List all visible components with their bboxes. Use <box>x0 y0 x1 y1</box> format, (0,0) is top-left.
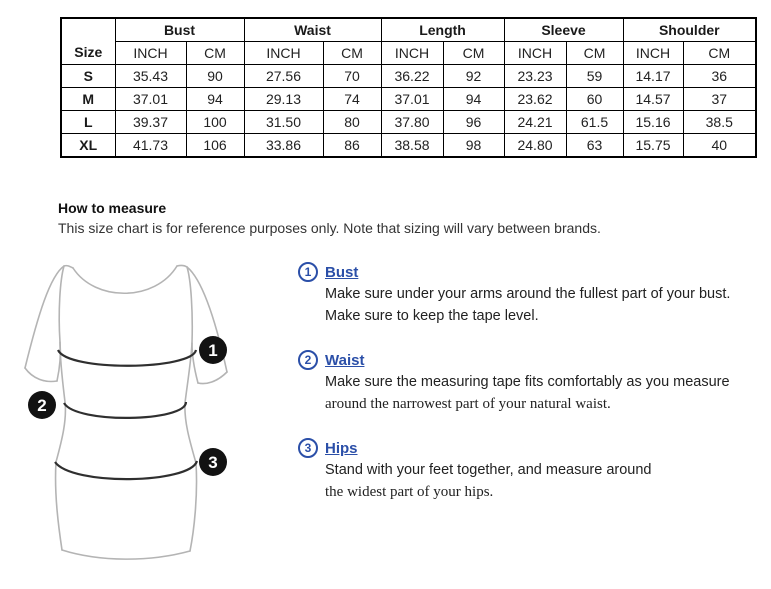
cell-length-inch: 37.01 <box>381 88 443 111</box>
cell-length-cm: 92 <box>443 65 504 88</box>
table-row <box>61 134 756 158</box>
tape-lines <box>55 350 197 479</box>
instruction-line: Make sure the measuring tape fits comfortably as you measure <box>325 374 730 390</box>
cell-length-cm: 94 <box>443 88 504 111</box>
cell-shoulder-inch: 15.16 <box>623 111 683 134</box>
cell-sleeve-inch: 23.23 <box>504 65 566 88</box>
cell-shoulder-cm: 40 <box>683 134 756 158</box>
marker-3-number: 3 <box>208 453 218 472</box>
measure-instructions <box>298 261 758 525</box>
instruction-line: Stand with your feet together, and measure around <box>325 462 652 478</box>
instruction-line: Make sure under your arms around the fullest part of your bust. <box>325 286 731 302</box>
cell-sleeve-inch: 24.21 <box>504 111 566 134</box>
table-unit-header-row <box>61 42 756 65</box>
cell-sleeve-cm: 63 <box>566 134 623 158</box>
marker-1-number: 1 <box>208 341 218 360</box>
section-bust <box>298 261 758 327</box>
cell-length-inch: 38.58 <box>381 134 443 158</box>
dress-outline <box>25 265 227 559</box>
cell-bust-inch: 39.37 <box>115 111 186 134</box>
cell-sleeve-cm: 61.5 <box>566 111 623 134</box>
cell-shoulder-inch: 14.57 <box>623 88 683 111</box>
unit-header-cm: CM <box>323 42 381 65</box>
marker-2-number: 2 <box>37 396 47 415</box>
cell-waist-cm: 86 <box>323 134 381 158</box>
unit-header-inch: INCH <box>504 42 566 65</box>
instruction-line: around the narrowest part of your natural waist. <box>325 396 611 412</box>
column-group-waist: Waist <box>244 18 381 42</box>
cell-length-cm: 98 <box>443 134 504 158</box>
section-hips <box>298 437 758 503</box>
section-waist-heading <box>298 349 758 371</box>
cell-sleeve-cm: 59 <box>566 65 623 88</box>
cell-bust-inch: 35.43 <box>115 65 186 88</box>
column-group-sleeve: Sleeve <box>504 18 623 42</box>
cell-shoulder-cm: 38.5 <box>683 111 756 134</box>
cell-length-cm: 96 <box>443 111 504 134</box>
cell-bust-cm: 90 <box>186 65 244 88</box>
cell-waist-inch: 33.86 <box>244 134 323 158</box>
instruction-line: the widest part of your hips. <box>325 484 494 500</box>
cell-waist-inch: 27.56 <box>244 65 323 88</box>
size-table <box>60 17 757 158</box>
cell-waist-inch: 31.50 <box>244 111 323 134</box>
unit-header-cm: CM <box>443 42 504 65</box>
cell-shoulder-cm: 37 <box>683 88 756 111</box>
bust-tape-line <box>58 350 196 366</box>
section-waist <box>298 349 758 415</box>
column-group-length: Length <box>381 18 504 42</box>
cell-length-inch: 37.80 <box>381 111 443 134</box>
hips-tape-line <box>55 461 197 479</box>
how-to-measure-title: How to measure <box>58 200 167 216</box>
size-cell: XL <box>61 134 115 158</box>
size-column-header: Size <box>61 18 115 65</box>
waist-link[interactable]: Waist <box>325 351 365 369</box>
table-row <box>61 88 756 111</box>
cell-shoulder-inch: 14.17 <box>623 65 683 88</box>
unit-header-cm: CM <box>186 42 244 65</box>
section-hips-heading <box>298 437 758 459</box>
instruction-line: Make sure to keep the tape level. <box>325 308 539 324</box>
cell-shoulder-inch: 15.75 <box>623 134 683 158</box>
cell-length-inch: 36.22 <box>381 65 443 88</box>
cell-bust-inch: 41.73 <box>115 134 186 158</box>
cell-sleeve-inch: 23.62 <box>504 88 566 111</box>
hips-link[interactable]: Hips <box>325 439 358 457</box>
cell-sleeve-cm: 60 <box>566 88 623 111</box>
cell-waist-cm: 74 <box>323 88 381 111</box>
size-cell: S <box>61 65 115 88</box>
column-group-bust: Bust <box>115 18 244 42</box>
size-cell: M <box>61 88 115 111</box>
table-group-header-row <box>61 18 756 42</box>
cell-bust-inch: 37.01 <box>115 88 186 111</box>
cell-bust-cm: 106 <box>186 134 244 158</box>
table-row <box>61 65 756 88</box>
section-bust-heading <box>298 261 758 283</box>
section-bust-body <box>298 283 758 327</box>
circled-1-icon: 1 <box>298 262 318 282</box>
section-hips-body <box>298 459 758 503</box>
cell-waist-cm: 80 <box>323 111 381 134</box>
circled-2-icon: 2 <box>298 350 318 370</box>
dress-illustration <box>10 250 290 580</box>
unit-header-inch: INCH <box>623 42 683 65</box>
unit-header-inch: INCH <box>381 42 443 65</box>
table-row <box>61 111 756 134</box>
cell-bust-cm: 100 <box>186 111 244 134</box>
unit-header-cm: CM <box>683 42 756 65</box>
cell-sleeve-inch: 24.80 <box>504 134 566 158</box>
section-waist-body <box>298 371 758 415</box>
column-group-shoulder: Shoulder <box>623 18 756 42</box>
cell-shoulder-cm: 36 <box>683 65 756 88</box>
reference-note: This size chart is for reference purposes only. Note that sizing will vary between brands. <box>58 220 601 236</box>
unit-header-inch: INCH <box>244 42 323 65</box>
cell-bust-cm: 94 <box>186 88 244 111</box>
cell-waist-cm: 70 <box>323 65 381 88</box>
cell-waist-inch: 29.13 <box>244 88 323 111</box>
circled-3-icon: 3 <box>298 438 318 458</box>
unit-header-cm: CM <box>566 42 623 65</box>
unit-header-inch: INCH <box>115 42 186 65</box>
size-cell: L <box>61 111 115 134</box>
waist-tape-line <box>64 402 186 418</box>
bust-link[interactable]: Bust <box>325 263 359 281</box>
